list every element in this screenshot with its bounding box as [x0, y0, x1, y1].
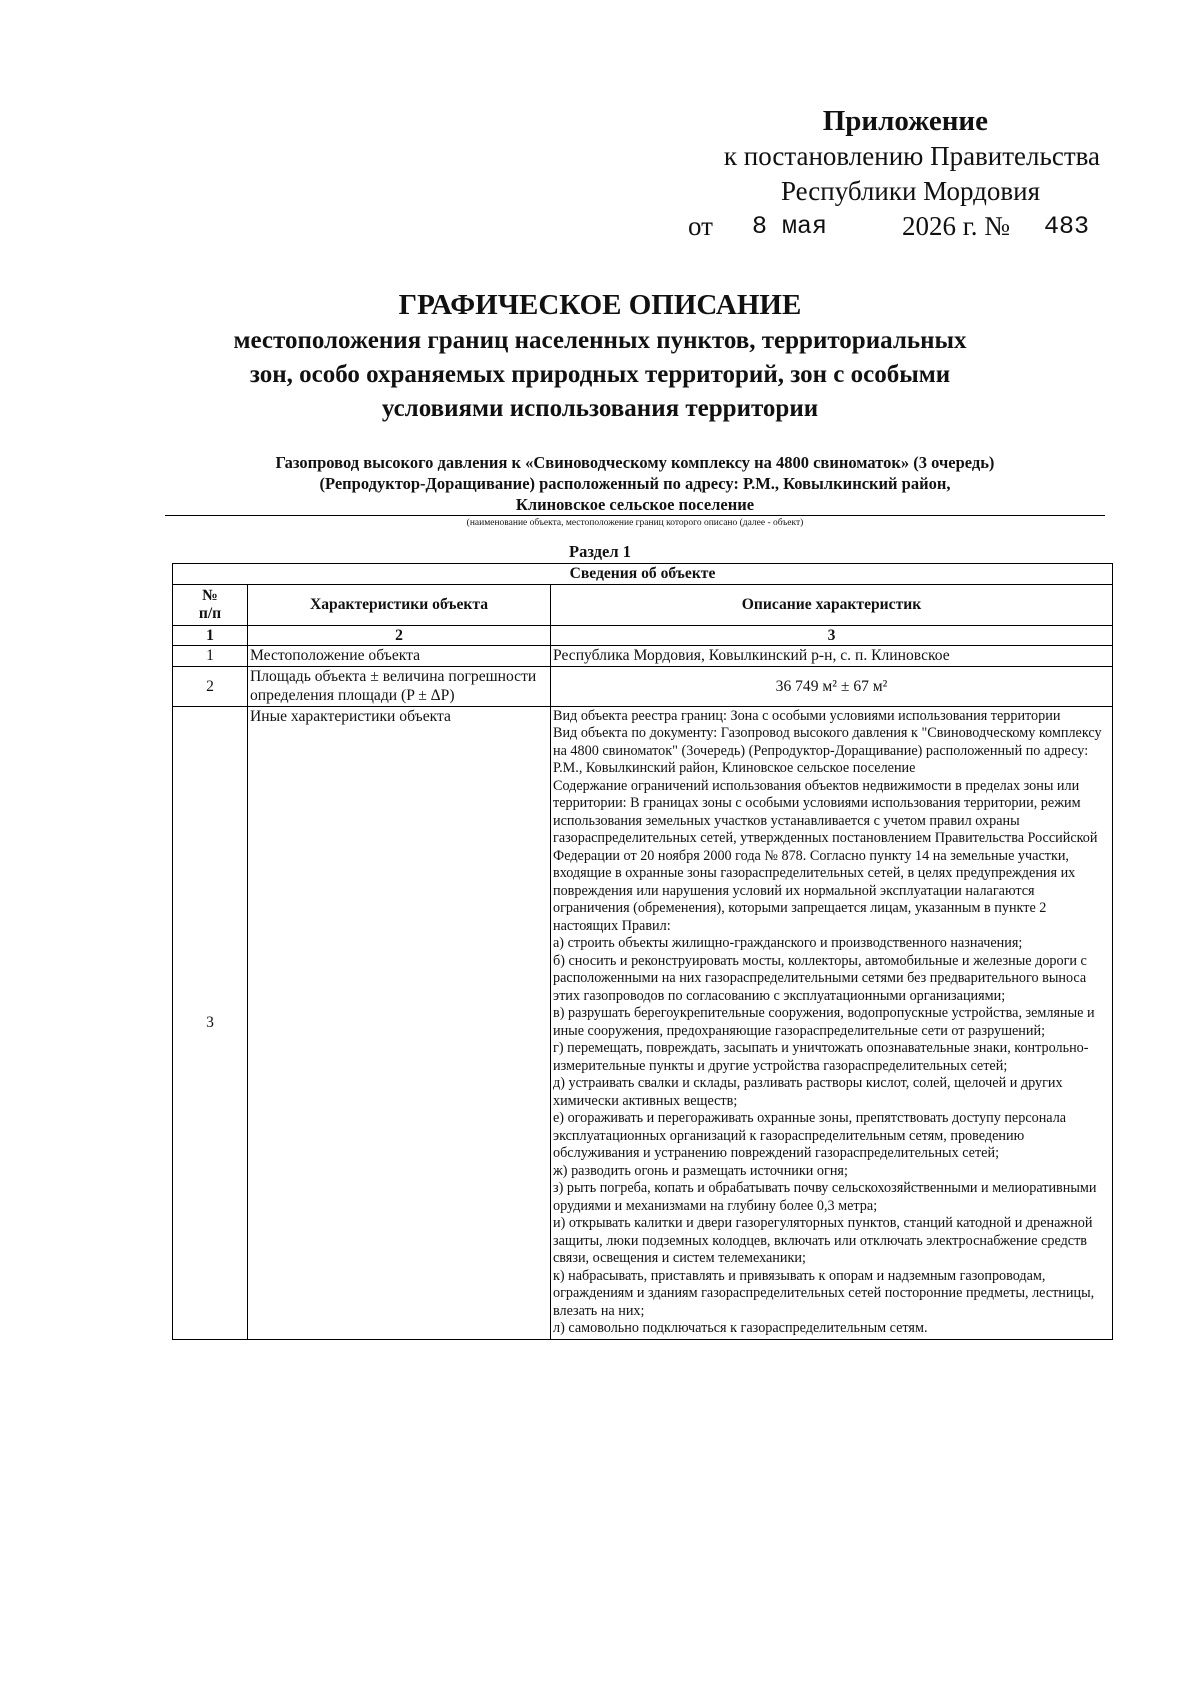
object-name-line: (Репродуктор-Доращивание) расположенный по адресу: Р.М., Ковылкинский район,	[319, 474, 951, 493]
table-row	[173, 666, 1113, 706]
row-characteristic: Иные характеристики объекта	[248, 706, 551, 1339]
approval-date-line	[640, 209, 1100, 244]
object-name-line: Клиновское сельское поселение	[165, 494, 1105, 516]
date-prefix: от	[688, 211, 713, 241]
approval-title: Приложение	[822, 105, 988, 137]
restriction-item: и) открывать калитки и двери газорегуляторных пунктов, станций катодной и дренажной защиты, люки подземных колодцев, включать или отключать электроснабжение средств связи, освещения и систем телемеханики;	[553, 1215, 1093, 1267]
column-number: 1	[173, 625, 248, 646]
object-name-line: Газопровод высокого давления к «Свиноводческому комплексу на 4800 свиноматок» (3 очередь)	[275, 453, 995, 472]
row-characteristic: Местоположение объекта	[248, 646, 551, 667]
column-number: 2	[248, 625, 551, 646]
header-characteristic: Характеристики объекта	[248, 584, 551, 625]
header-number: № п/п	[173, 584, 248, 625]
restriction-paragraph: Содержание ограничений использования объектов недвижимости в пределах зоны или территории: В границах зоны с особыми условиями использования территории, режим использования земельных участков устанавливается с учетом правил охраны газораспределительных сетей, утвержденных постановлением Правительства Российской Федерации от 20 ноября 2000 года № 878. Согласно пункту 14 на земельные участки, входящие в охранные зоны газораспределительных сетей, в целях предупреждения их повреждения или нарушения условий их нормальной эксплуатации налагаются ограничения (обременения), которыми запрещается лицам, указанным в пункте 2 настоящих Правил:	[553, 777, 1098, 934]
table-row	[173, 706, 1113, 1339]
restriction-item: г) перемещать, повреждать, засыпать и уничтожать опознавательные знаки, контрольно-измерительные пункты и другие устройства газораспределительных сетей;	[553, 1040, 1089, 1074]
row-number: 1	[173, 646, 248, 667]
restriction-item: ж) разводить огонь и размещать источники огня;	[553, 1162, 848, 1179]
decree-year: 2026 г. №	[902, 211, 1011, 241]
restriction-item: в) разрушать берегоукрепительные сооружения, водопропускные устройства, земляные и иные сооружения, предохраняющие газораспределительные сети от разрушений;	[553, 1005, 1095, 1039]
approval-line-decree: к постановлению Правительства	[723, 141, 1100, 171]
document-subtitle-line: зон, особо охраняемых природных территорий, зон с особыми	[249, 361, 951, 388]
table-title-row	[173, 564, 1113, 585]
restriction-item: к) набрасывать, приставлять и привязывать к опорам и надземным газопроводам, ограждениям и зданиям газораспределительных сетей посторонние предметы, лестницы, влезать на них;	[553, 1267, 1095, 1319]
decree-date: 8 мая	[752, 212, 828, 241]
decree-number: 483	[1044, 212, 1090, 241]
table-header-row	[173, 584, 1113, 625]
document-title: ГРАФИЧЕСКОЕ ОПИСАНИЕ	[398, 289, 802, 321]
approval-block	[640, 104, 1100, 244]
row-characteristic: Площадь объекта ± величина погрешности определения площади (P ± ΔP)	[248, 666, 551, 706]
row-number: 3	[173, 706, 248, 1339]
object-name-block	[165, 452, 1105, 529]
restriction-item: з) рыть погреба, копать и обрабатывать почву сельскохозяйственными и мелиоративными орудиями и механизмами на глубину более 0,3 метра;	[553, 1180, 1097, 1214]
restriction-item: д) устраивать свалки и склады, разливать растворы кислот, солей, щелочей и других химически активных веществ;	[553, 1075, 1063, 1109]
row-description: 36 749 м² ± 67 м²	[551, 666, 1113, 706]
object-info-table	[172, 563, 1113, 1340]
restriction-item: а) строить объекты жилищно-гражданского и производственного назначения;	[553, 935, 1023, 952]
restriction-item: е) огораживать и перегораживать охранные зоны, препятствовать доступу персонала эксплуатационных организаций к газораспределительным сетям, проведению обслуживания и устранению повреждений газораспределительных сетей;	[553, 1110, 1067, 1162]
document-heading	[150, 286, 1050, 426]
restriction-paragraph: Вид объекта по документу: Газопровод высокого давления к "Свиноводческому комплексу на 4800 свиноматок" (3очередь) (Репродуктор-Доращивание) расположенный по адресу: Р.М., Ковылкинский район, Клиновское сельское поселение	[553, 725, 1102, 777]
row-number: 2	[173, 666, 248, 706]
restriction-item: л) самовольно подключаться к газораспределительным сетям.	[553, 1320, 928, 1337]
header-description: Описание характеристик	[551, 584, 1113, 625]
document-subtitle-line: местоположения границ населенных пунктов, территориальных	[233, 327, 967, 354]
document-subtitle-line: условиями использования территории	[381, 395, 819, 422]
row-description	[551, 706, 1113, 1339]
restriction-paragraph: Вид объекта реестра границ: Зона с особыми условиями использования территории	[553, 707, 1061, 724]
approval-line-republic: Республики Мордовия	[780, 176, 1040, 206]
column-number: 3	[551, 625, 1113, 646]
table-row	[173, 646, 1113, 667]
restriction-item: б) сносить и реконструировать мосты, коллекторы, автомобильные и железные дороги с расположенными на них газораспределительными сетями без предварительного выноса этих газопроводов по согласованию с эксплуатационными организациями;	[553, 952, 1087, 1004]
table-title: Сведения об объекте	[173, 564, 1113, 585]
object-name-caption: (наименование объекта, местоположение границ которого описано (далее - объект)	[466, 518, 804, 528]
section-title: Раздел 1	[569, 542, 631, 561]
column-number-row	[173, 625, 1113, 646]
row-description: Республика Мордовия, Ковылкинский р-н, с. п. Клиновское	[551, 646, 1113, 667]
